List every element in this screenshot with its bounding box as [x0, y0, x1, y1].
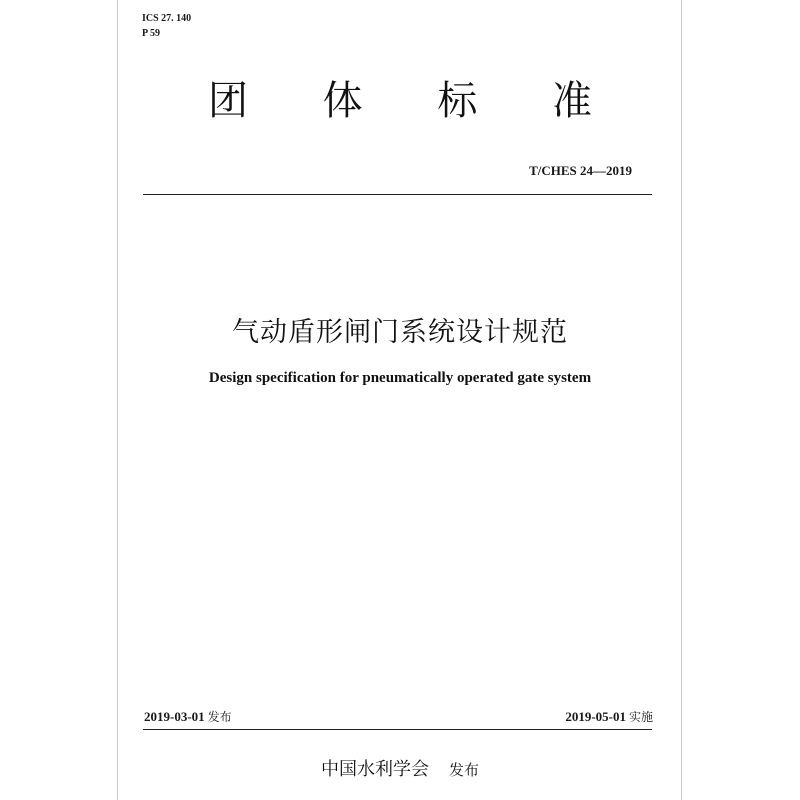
title-chinese: 气动盾形闸门系统设计规范 — [232, 317, 568, 348]
classification-codes — [142, 11, 191, 41]
standard-number: T/CHES 24—2019 — [529, 163, 632, 178]
ics-code: ICS 27. 140 — [142, 13, 192, 24]
issue-date: 2019-03-01 — [144, 709, 205, 724]
publisher-action: 发布 — [448, 761, 479, 779]
publisher-line — [0, 755, 800, 781]
doc-type-char: 体 — [322, 78, 363, 124]
doc-type-char: 标 — [437, 78, 478, 124]
top-divider — [143, 194, 652, 195]
document-type-heading — [208, 74, 592, 128]
issue-date-line — [144, 708, 232, 725]
publisher-name: 中国水利学会 — [320, 759, 429, 780]
doc-type-char: 团 — [208, 78, 248, 124]
implement-label: 实施 — [628, 710, 653, 724]
implement-date: 2019-05-01 — [565, 709, 626, 724]
doc-type-char: 准 — [551, 78, 592, 124]
issue-label: 发布 — [207, 710, 232, 724]
implement-date-line — [565, 708, 653, 725]
ccs-code: P 59 — [142, 28, 161, 39]
bottom-divider — [143, 729, 652, 730]
title-english: Design specification for pneumatically operated gate system — [208, 370, 592, 386]
